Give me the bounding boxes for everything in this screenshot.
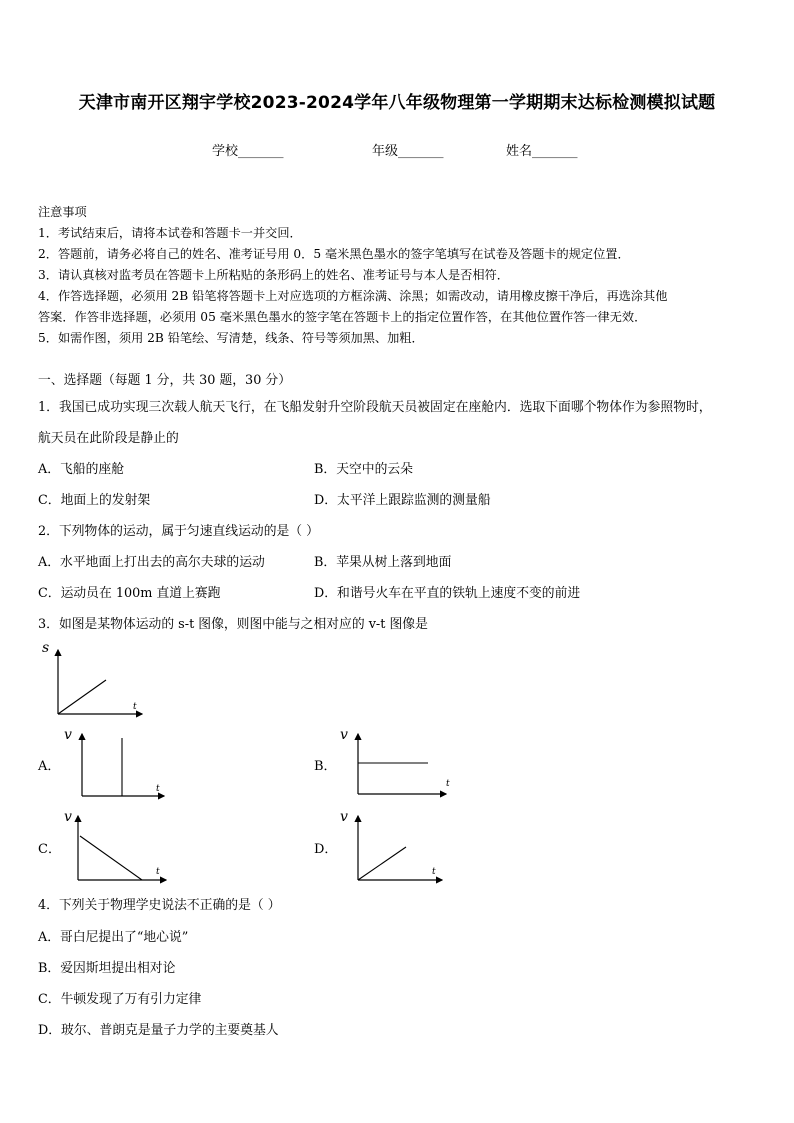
vt-graph-a — [62, 724, 172, 800]
q4-option-b: B．爱因斯坦提出相对论 — [38, 961, 176, 976]
notice-item: 1．考试结束后，请将本试卷和答题卡一并交回． — [38, 226, 302, 240]
q2-option-b: B．苹果从树上落到地面 — [314, 555, 452, 570]
vt-c-line — [80, 836, 142, 880]
grade-field[interactable]: 年级_______ — [372, 144, 444, 159]
section-heading: 一、选择题（每题 1 分，共 30 题，30 分） — [38, 373, 292, 388]
notice-item: 4．作答选择题，必须用 2B 铅笔将答题卡上对应选项的方框涂满、涂黑；如需改动，请用橡皮擦干净后，再选涂其他 — [38, 289, 668, 303]
svg-text:v: v — [64, 809, 72, 825]
vt-graph-c — [62, 806, 172, 886]
q3-stem: 3．如图是某物体运动的 s-t 图像，则图中能与之相对应的 v-t 图像是 — [38, 617, 428, 632]
q3-option-d: D． — [314, 842, 338, 857]
st-x-label: t — [133, 702, 137, 712]
svg-text:v: v — [340, 809, 348, 825]
q2-option-c: C．运动员在 100m 直道上赛跑 — [38, 586, 221, 601]
q2-option-a: A．水平地面上打出去的高尔夫球的运动 — [38, 555, 265, 570]
vt-graph-b — [338, 724, 454, 800]
q3-option-c: C． — [38, 842, 61, 857]
svg-text:t: t — [156, 784, 160, 794]
notice-item: 3．请认真核对监考员在答题卡上所粘贴的条形码上的姓名、准考证号与本人是否相符． — [38, 268, 509, 282]
q3-option-a: A． — [38, 759, 61, 774]
vt-d-line — [358, 847, 406, 880]
q1-option-c: C．地面上的发射架 — [38, 493, 151, 508]
q2-option-d: D．和谐号火车在平直的铁轨上速度不变的前进 — [314, 586, 581, 601]
vt-graph-d — [338, 806, 448, 886]
q2-stem: 2．下列物体的运动，属于匀速直线运动的是（ ） — [38, 524, 319, 539]
q4-stem: 4．下列关于物理学史说法不正确的是（ ） — [38, 898, 281, 913]
q4-option-d: D．玻尔、普朗克是量子力学的主要奠基人 — [38, 1023, 279, 1038]
svg-text:t: t — [432, 867, 436, 877]
q1-option-b: B．天空中的云朵 — [314, 462, 413, 477]
q1-stem-cont: 航天员在此阶段是静止的 — [38, 431, 179, 446]
notice-heading: 注意事项 — [38, 205, 87, 219]
q1-option-a: A．飞船的座舱 — [38, 462, 125, 477]
q1-option-d: D．太平洋上跟踪监测的测量船 — [314, 493, 491, 508]
name-field[interactable]: 姓名_______ — [506, 144, 578, 159]
svg-text:t: t — [156, 867, 160, 877]
st-line — [58, 680, 106, 714]
notice-item: 2．答题前，请务必将自己的姓名、准考证号用 0．5 毫米黑色墨水的签字笔填写在试卷及答题卡的规定位置． — [38, 247, 630, 261]
svg-text:t: t — [446, 779, 450, 789]
q3-option-b: B． — [314, 759, 337, 774]
q1-stem: 1．我国已成功实现三次载人航天飞行，在飞船发射升空阶段航天员被固定在座舱内．选取下面哪个物体作为参照物时， — [38, 400, 712, 415]
svg-text:v: v — [340, 727, 348, 743]
q4-option-c: C．牛顿发现了万有引力定律 — [38, 992, 202, 1007]
notice-item: 5．如需作图，须用 2B 铅笔绘、写清楚，线条、符号等须加黑、加粗． — [38, 331, 424, 345]
st-graph — [38, 638, 148, 722]
notice-item: 答案．作答非选择题，必须用 05 毫米黑色墨水的签字笔在答题卡上的指定位置作答，在其他位置作答一律无效． — [38, 310, 647, 324]
page-title: 天津市南开区翔宇学校2023-2024学年八年级物理第一学期期末达标检测模拟试题 — [78, 93, 716, 113]
school-field[interactable]: 学校_______ — [212, 144, 284, 159]
q4-option-a: A．哥白尼提出了“地心说” — [38, 930, 189, 945]
svg-text:v: v — [64, 727, 72, 743]
st-y-label: s — [42, 640, 50, 656]
